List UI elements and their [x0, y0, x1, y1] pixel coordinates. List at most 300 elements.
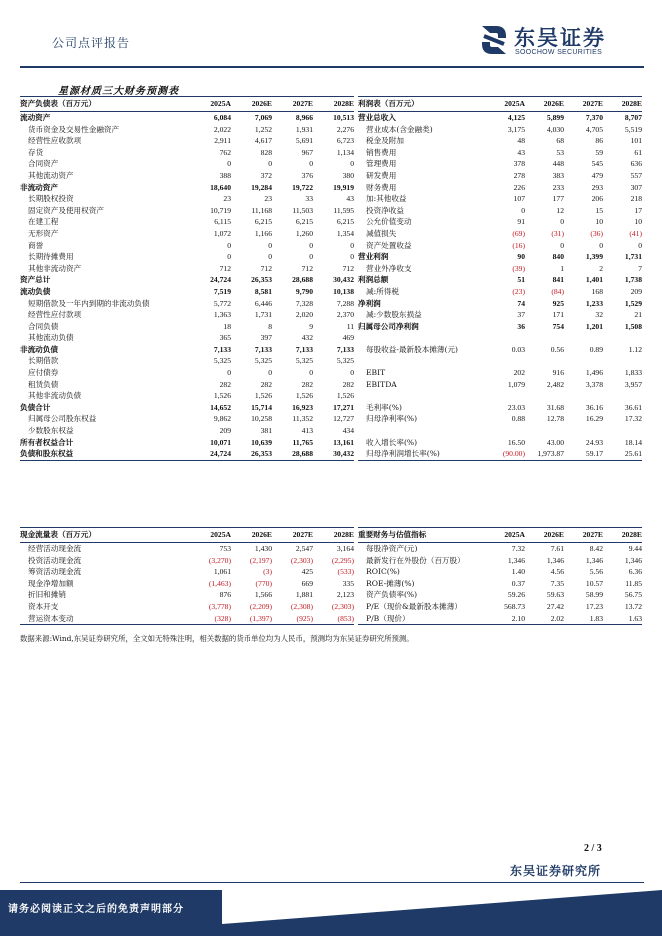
row-value: 31.68 — [546, 402, 564, 412]
footer-decor-wedge — [222, 890, 662, 924]
row-value: 23 — [223, 194, 231, 204]
row-label: 资产总计 — [20, 275, 51, 285]
table-row — [358, 437, 642, 449]
row-label: 流动资产 — [20, 113, 51, 122]
table-row — [20, 240, 354, 252]
table-row — [358, 379, 642, 391]
row-value: 14,652 — [210, 402, 231, 412]
row-value: 1,833 — [624, 368, 642, 378]
report-type-label: 公司点评报告 — [52, 36, 131, 50]
row-value: 0 — [350, 240, 354, 250]
row-label: 归母净利率(%) — [366, 414, 418, 424]
table-header-year: 2025A — [190, 97, 231, 112]
row-value: 1,931 — [295, 124, 313, 134]
row-label: 资产处置收益 — [366, 240, 412, 250]
row-value — [603, 332, 642, 344]
row-value: 19,919 — [333, 182, 354, 192]
row-value: 17.23 — [585, 601, 603, 611]
table-header-year: 2025A — [486, 528, 525, 543]
row-value — [564, 332, 603, 344]
table-row — [358, 613, 642, 625]
table-row — [358, 158, 642, 170]
row-value: 1,134 — [336, 147, 354, 157]
row-value: 68 — [556, 136, 564, 146]
row-value: 282 — [260, 379, 272, 389]
table-header-year: 2028E — [313, 97, 354, 112]
row-value: 0 — [560, 217, 564, 227]
row-value: 1,166 — [254, 228, 272, 238]
table-row — [358, 228, 642, 240]
row-label: 销售费用 — [366, 147, 397, 157]
row-value: 372 — [260, 170, 272, 180]
row-value — [564, 390, 603, 402]
table-row — [20, 228, 354, 240]
table-header-title: 重要财务与估值指标 — [358, 528, 486, 543]
row-value — [525, 425, 564, 437]
row-value: 282 — [219, 379, 231, 389]
row-value: (328) — [190, 613, 231, 625]
row-value: 0 — [560, 240, 564, 250]
row-value: 712 — [342, 263, 354, 273]
table-row — [358, 205, 642, 217]
row-value: (36) — [590, 228, 603, 238]
row-value: 413 — [301, 426, 313, 436]
row-label: 其他非流动资产 — [28, 263, 82, 273]
row-label: 营业总收入 — [358, 113, 396, 122]
row-value: 0 — [227, 240, 231, 250]
row-value: 0.03 — [511, 344, 525, 354]
table-row — [20, 193, 354, 205]
row-value: 13.72 — [624, 601, 642, 611]
row-value: 9,862 — [213, 414, 231, 424]
row-label: 长期待摊费用 — [28, 252, 74, 262]
row-value: 2,482 — [546, 379, 564, 389]
row-label: 归属母公司股东权益 — [28, 414, 97, 424]
table-row — [20, 402, 354, 414]
row-value: 24.93 — [585, 437, 603, 447]
row-label — [358, 390, 486, 402]
row-value: 1,346 — [507, 555, 525, 565]
row-label: 收入增长率(%) — [366, 437, 418, 447]
table-row — [20, 263, 354, 275]
row-value — [564, 355, 603, 367]
table-header-title: 资产负债表（百万元） — [20, 97, 190, 112]
disclaimer-notice: 请务必阅读正文之后的免责声明部分 — [8, 904, 184, 915]
row-value: 8,707 — [624, 113, 642, 122]
table-row — [20, 613, 354, 625]
row-value: 11,595 — [333, 205, 354, 215]
row-value: 10 — [595, 217, 603, 227]
row-value: 293 — [591, 182, 603, 192]
row-value: (3,270) — [208, 555, 231, 565]
row-value: 2,911 — [214, 136, 231, 146]
row-value: 5,325 — [254, 356, 272, 366]
table-row — [358, 321, 642, 333]
row-value: 4,617 — [254, 136, 272, 146]
row-value: 10,639 — [251, 437, 272, 447]
row-label: 筹资活动现金流 — [28, 567, 82, 577]
row-value: 233 — [552, 182, 564, 192]
row-value: 365 — [219, 333, 231, 343]
row-value: 61 — [634, 147, 642, 157]
row-label: 应付债券 — [28, 368, 59, 378]
row-value: 0 — [268, 159, 272, 169]
row-value: 1,233 — [585, 298, 603, 308]
table-row — [358, 367, 642, 379]
row-value: 32 — [595, 310, 603, 320]
row-value: 206 — [591, 194, 603, 204]
row-label: 经营性应收款项 — [28, 136, 82, 146]
table-row — [20, 589, 354, 601]
row-value: 278 — [513, 170, 525, 180]
row-value: 74 — [517, 298, 525, 308]
table-header-year: 2027E — [564, 97, 603, 112]
row-value: 1,201 — [585, 321, 603, 331]
row-value: 19,722 — [292, 182, 313, 192]
row-label: EBITDA — [366, 379, 397, 389]
row-value: 11,765 — [292, 437, 313, 447]
row-value: 8,966 — [295, 113, 313, 122]
row-value: 1,731 — [254, 310, 272, 320]
row-label — [358, 355, 486, 367]
row-value: 7,519 — [213, 286, 231, 296]
row-label: 营业成本(含金融类) — [366, 124, 433, 134]
table-header-year: 2025A — [190, 528, 231, 543]
row-value: 10,071 — [210, 437, 231, 447]
row-value — [486, 355, 525, 367]
row-value: 58.99 — [585, 590, 603, 600]
table-row — [20, 344, 354, 356]
row-value: 2.10 — [486, 613, 525, 625]
row-value: 36.16 — [585, 402, 603, 412]
row-value: 282 — [301, 379, 313, 389]
row-value: 12 — [556, 205, 564, 215]
row-value: 0 — [521, 205, 525, 215]
row-label: 商誉 — [28, 240, 44, 250]
row-value: 0.56 — [550, 344, 564, 354]
row-value: 381 — [260, 426, 272, 436]
table-row — [20, 216, 354, 228]
row-label: 负债和股东权益 — [20, 448, 190, 460]
row-value: (2,303) — [290, 555, 313, 565]
table-header-year: 2027E — [272, 528, 313, 543]
table-row — [358, 589, 642, 601]
row-value: 1,363 — [213, 310, 231, 320]
row-value: 7,133 — [254, 344, 272, 354]
row-label: 现金净增加额 — [28, 578, 74, 588]
row-value: 28,688 — [272, 448, 313, 460]
row-value: (16) — [512, 240, 525, 250]
table-row — [20, 566, 354, 578]
row-value: 59.17 — [564, 448, 603, 460]
row-value: 33 — [305, 194, 313, 204]
row-value: 1,526 — [295, 391, 313, 401]
table-row — [20, 555, 354, 567]
row-value: 3,957 — [624, 379, 642, 389]
table-row — [20, 448, 354, 460]
row-value: 30,432 — [333, 275, 354, 285]
row-label: 投资净收益 — [366, 205, 404, 215]
row-value: 86 — [595, 136, 603, 146]
row-label: ROIC(%) — [366, 567, 400, 577]
row-value: 226 — [513, 182, 525, 192]
row-value: 9,790 — [295, 286, 313, 296]
row-value: (90.00) — [486, 448, 525, 460]
row-value: 17.32 — [624, 414, 642, 424]
row-value: 1,508 — [624, 321, 642, 331]
row-value: 90 — [517, 252, 525, 262]
row-value: 5,325 — [213, 356, 231, 366]
row-value: 23 — [264, 194, 272, 204]
row-value: (31) — [551, 228, 564, 238]
row-value: 18,640 — [210, 182, 231, 192]
row-label: 在建工程 — [28, 217, 59, 227]
row-label: 其他流动负债 — [28, 333, 74, 343]
row-value: 16.50 — [507, 437, 525, 447]
row-value: 16,923 — [292, 402, 313, 412]
row-value: 1,061 — [213, 567, 231, 577]
row-value: 1,260 — [295, 228, 313, 238]
row-value: 841 — [552, 275, 564, 285]
table-row — [358, 309, 642, 321]
row-value: 636 — [630, 159, 642, 169]
table-header-year: 2025A — [486, 97, 525, 112]
row-value: 753 — [219, 544, 231, 553]
table-row — [358, 566, 642, 578]
row-value: 925 — [552, 298, 564, 308]
row-value: 1,399 — [585, 252, 603, 262]
row-value: 0.88 — [511, 414, 525, 424]
table-row — [20, 170, 354, 182]
row-value: 13,161 — [333, 437, 354, 447]
row-value: 24,724 — [210, 275, 231, 285]
row-value: 1,529 — [624, 298, 642, 308]
row-value: (853) — [313, 613, 354, 625]
row-value: 4,125 — [507, 113, 525, 122]
row-value: 8 — [268, 321, 272, 331]
row-value: 18.14 — [624, 437, 642, 447]
row-value: 0 — [350, 159, 354, 169]
page-number: 2 / 3 — [584, 843, 602, 854]
row-value: 397 — [260, 333, 272, 343]
row-value: 21 — [634, 310, 642, 320]
row-value: 12.78 — [546, 414, 564, 424]
table-row — [358, 355, 642, 367]
row-value: 1,354 — [336, 228, 354, 238]
footer-bar — [0, 890, 662, 936]
row-value: 25.61 — [603, 448, 642, 460]
row-value: 12,727 — [333, 414, 354, 424]
row-value: 6,115 — [214, 217, 231, 227]
row-value: 6,446 — [254, 298, 272, 308]
row-value: 1,731 — [624, 252, 642, 262]
table-row — [358, 601, 642, 613]
row-label: 租赁负债 — [28, 379, 59, 389]
table-header-year: 2028E — [603, 528, 642, 543]
row-value — [486, 390, 525, 402]
row-label: 税金及附加 — [366, 136, 404, 146]
row-value: 171 — [552, 310, 564, 320]
table-header-title: 现金流量表（百万元） — [20, 528, 190, 543]
row-value: 23.03 — [507, 402, 525, 412]
row-label: 研发费用 — [366, 170, 397, 180]
row-value: 2,020 — [295, 310, 313, 320]
row-value: 168 — [591, 286, 603, 296]
forecast-table-title: 星源材质三大财务预测表 — [58, 86, 179, 97]
row-value: 876 — [219, 590, 231, 600]
row-value: 11,352 — [292, 414, 313, 424]
row-value: 0 — [350, 252, 354, 262]
row-value: 432 — [301, 333, 313, 343]
row-value: 1,526 — [254, 391, 272, 401]
row-value: 967 — [301, 147, 313, 157]
table-row — [358, 543, 642, 555]
table-row — [358, 147, 642, 159]
row-value: 0 — [309, 252, 313, 262]
table-row — [20, 578, 354, 590]
row-value: 479 — [591, 170, 603, 180]
row-value: 202 — [513, 368, 525, 378]
table-header-year: 2026E — [231, 97, 272, 112]
table-row — [20, 298, 354, 310]
row-value: 916 — [552, 368, 564, 378]
row-value: (2,197) — [249, 555, 272, 565]
table-row — [20, 425, 354, 437]
soochow-logo-icon — [478, 22, 510, 58]
row-value: 1,430 — [254, 544, 272, 553]
table-row — [358, 390, 642, 402]
row-value: 0 — [227, 368, 231, 378]
row-value: (69) — [512, 228, 525, 238]
row-value: 10,513 — [333, 113, 354, 122]
row-value: (3) — [263, 567, 272, 577]
row-value: 7,133 — [213, 344, 231, 354]
row-value: 7.32 — [511, 544, 525, 553]
row-value: 5.56 — [589, 567, 603, 577]
row-value: 30,432 — [313, 448, 354, 460]
row-label: 合同资产 — [28, 159, 59, 169]
row-label: 归母净利润增长率(%) — [358, 448, 486, 460]
row-value: 56.75 — [624, 590, 642, 600]
row-value: 2,123 — [336, 590, 354, 600]
table-row — [20, 112, 354, 124]
row-label: 资本开支 — [28, 601, 59, 611]
row-label: 其他流动资产 — [28, 170, 74, 180]
row-value: (1,397) — [231, 613, 272, 625]
row-value: 388 — [219, 170, 231, 180]
row-label: EBIT — [366, 368, 386, 378]
table-row — [358, 286, 642, 298]
row-label — [358, 425, 486, 437]
row-value: 37 — [517, 310, 525, 320]
row-label: P/B（现价） — [358, 613, 486, 625]
row-value: 59.63 — [546, 590, 564, 600]
row-value: 28,688 — [292, 275, 313, 285]
row-label: 毛利率(%) — [366, 402, 402, 412]
row-value: 545 — [591, 159, 603, 169]
row-label: 资产负债率(%) — [366, 590, 418, 600]
row-value: 2,370 — [336, 310, 354, 320]
row-value: 2 — [599, 263, 603, 273]
row-value: 10.57 — [585, 578, 603, 588]
row-value: 8,581 — [254, 286, 272, 296]
row-value: 2.02 — [525, 613, 564, 625]
row-value: 91 — [517, 217, 525, 227]
row-value — [525, 355, 564, 367]
table-row — [358, 413, 642, 425]
row-label: 营业外净收支 — [366, 263, 412, 273]
table-header-year: 2027E — [272, 97, 313, 112]
table-header-year: 2028E — [313, 528, 354, 543]
row-value: 0 — [350, 368, 354, 378]
row-value: 378 — [513, 159, 525, 169]
row-value: 712 — [219, 263, 231, 273]
row-value: 7,288 — [336, 298, 354, 308]
row-value: 307 — [630, 182, 642, 192]
table-row — [20, 332, 354, 344]
table-row — [20, 205, 354, 217]
row-value: 6,215 — [254, 217, 272, 227]
row-label: 流动负债 — [20, 286, 51, 296]
row-value: 1 — [560, 263, 564, 273]
row-label: 长期股权投资 — [28, 194, 74, 204]
row-value: 24,724 — [190, 448, 231, 460]
row-value: 7,069 — [254, 113, 272, 122]
row-value: 107 — [513, 194, 525, 204]
row-value: 0 — [638, 240, 642, 250]
row-value: 8.42 — [589, 544, 603, 553]
table-header-year: 2028E — [603, 97, 642, 112]
row-value: 7,133 — [295, 344, 313, 354]
row-label: 无形资产 — [28, 228, 59, 238]
row-label: 负债合计 — [20, 402, 51, 412]
cash-flow-table — [20, 527, 354, 625]
row-value: 1,526 — [336, 391, 354, 401]
row-value: 17 — [634, 205, 642, 215]
row-value: 218 — [630, 194, 642, 204]
table-header-row — [358, 97, 642, 112]
income-statement-table — [358, 96, 642, 461]
row-value: 1,252 — [254, 124, 272, 134]
row-value: 0 — [268, 240, 272, 250]
table-header-row — [20, 528, 354, 543]
logo-text-cn: 东吴证券 — [514, 26, 606, 50]
row-value: 1,346 — [585, 555, 603, 565]
row-value: 0.89 — [589, 344, 603, 354]
row-label: 少数股东权益 — [28, 426, 74, 436]
row-value: 0.37 — [511, 578, 525, 588]
row-value: 1,079 — [507, 379, 525, 389]
row-value: 7,133 — [336, 344, 354, 354]
row-value: 10 — [634, 217, 642, 227]
row-value: 10,258 — [251, 414, 272, 424]
key-metrics-table — [358, 527, 642, 625]
row-label: 每股收益-最新股本摊薄(元) — [366, 344, 459, 354]
row-value: 1.83 — [564, 613, 603, 625]
table-row — [20, 367, 354, 379]
row-value: 0 — [309, 368, 313, 378]
row-value: (39) — [512, 263, 525, 273]
row-label: 合同负债 — [28, 321, 59, 331]
row-label: 减值损失 — [366, 228, 397, 238]
row-label: 投资活动现金流 — [28, 555, 82, 565]
row-value: 6,215 — [336, 217, 354, 227]
table-row — [358, 170, 642, 182]
row-value: 0 — [309, 159, 313, 169]
row-value: 1,738 — [624, 275, 642, 285]
table-row — [358, 298, 642, 310]
row-label: 归属母公司净利润 — [358, 321, 419, 331]
